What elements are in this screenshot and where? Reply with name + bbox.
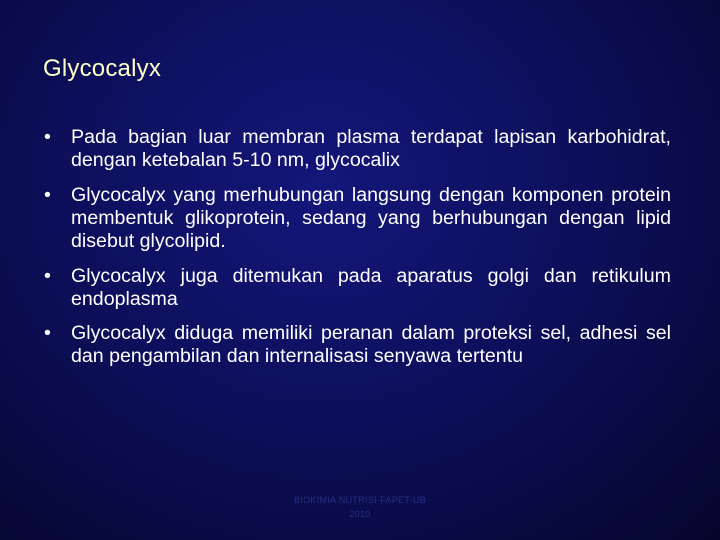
bullet-item <box>44 126 671 172</box>
slide-title: Glycocalyx <box>43 55 162 82</box>
bullet-dot-icon: • <box>44 183 51 206</box>
bullet-text: Glycocalyx juga ditemukan pada aparatus golgi dan retikulum endoplasma <box>71 264 671 310</box>
bullet-list <box>44 126 671 380</box>
footer-line-2: 2010 <box>349 509 371 520</box>
bullet-dot-icon: • <box>44 126 51 148</box>
bullet-item <box>44 265 671 311</box>
bullet-text: Pada bagian luar membran plasma terdapat lapisan karbohidrat, dengan ketebalan 5-10 nm, glycocalix <box>71 126 671 171</box>
slide-footer <box>0 493 720 522</box>
bullet-dot-icon: • <box>44 322 51 345</box>
bullet-item <box>44 184 671 253</box>
bullet-item <box>44 322 671 368</box>
bullet-dot-icon: • <box>44 264 51 287</box>
bullet-text: Glycocalyx yang merhubungan langsung dengan komponen protein membentuk glikoprotein, sedang yang berhubungan dengan lipid disebut glycolipid. <box>71 183 671 252</box>
footer-line-1: BIOKIMIA NUTRISI-FAPET-UB <box>293 495 427 505</box>
bullet-text: Glycocalyx diduga memiliki peranan dalam proteksi sel, adhesi sel dan pengambilan dan internalisasi senyawa tertentu <box>71 322 671 368</box>
